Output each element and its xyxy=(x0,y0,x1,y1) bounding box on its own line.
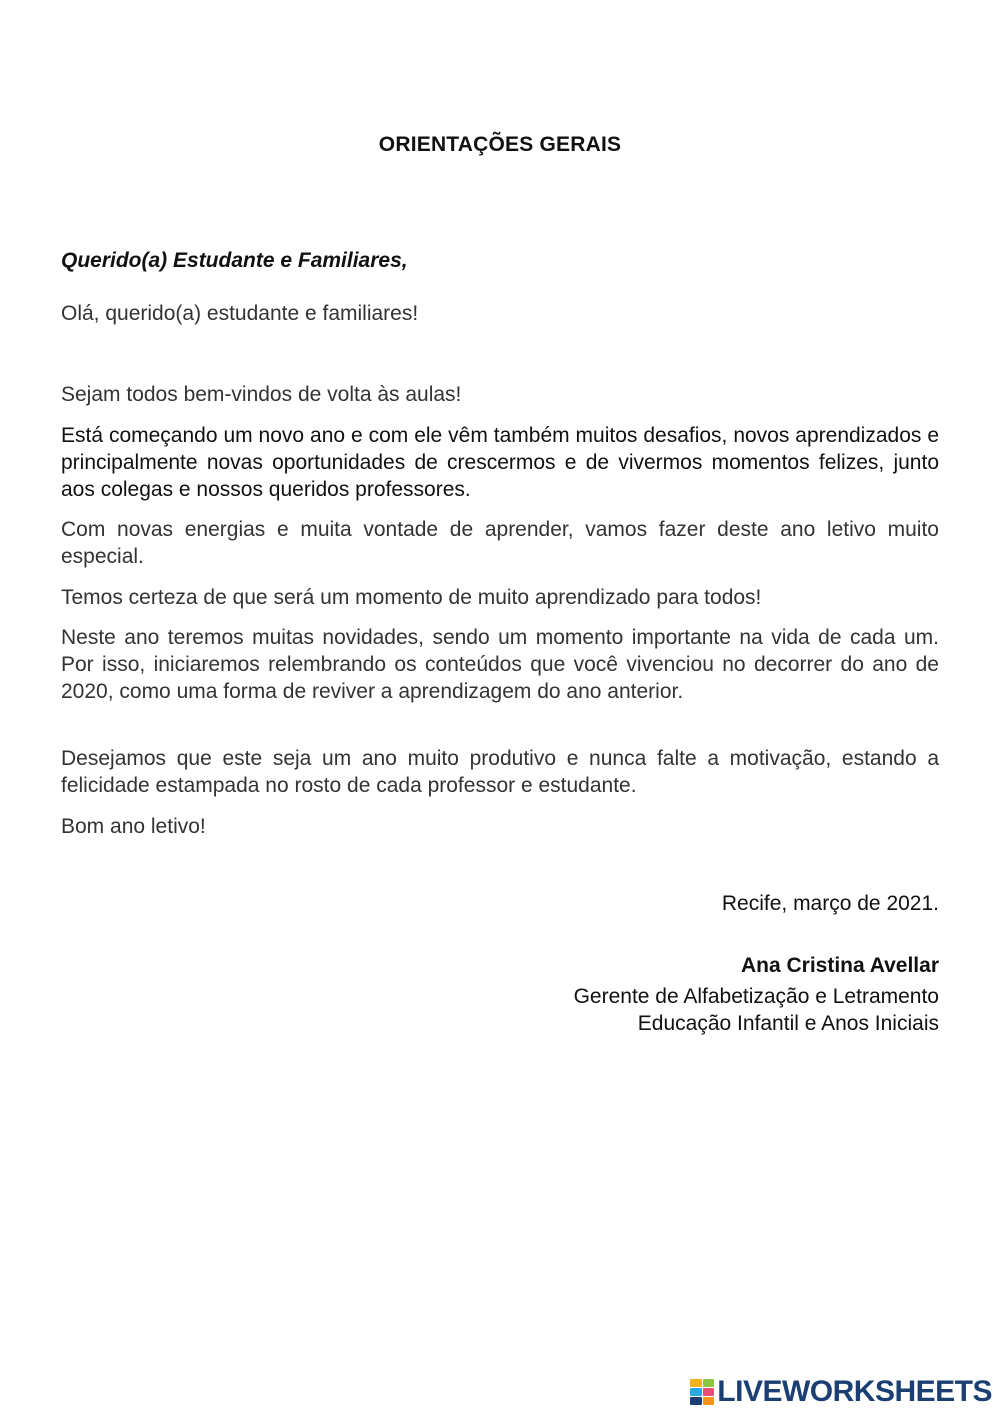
signature-block xyxy=(574,952,939,1037)
paragraph-novelties: Neste ano teremos muitas novidades, sendo um momento importante na vida de cada um. Por isso, iniciaremos relembrando os conteúdos que você vivenciou no decorrer do ano de 2020, como uma forma de reviver a aprendizagem do ano anterior. xyxy=(61,626,939,703)
paragraph-new-year: Está começando um novo ano e com ele vêm também muitos desafios, novos aprendizados e principalmente novas oportunidades de crescermos e de vivermos momentos felizes, junto aos colegas e nossos queridos professores. xyxy=(61,424,939,501)
place-date: Recife, março de 2021. xyxy=(721,892,939,915)
salutation: Querido(a) Estudante e Familiares, xyxy=(61,249,408,272)
signature-department: Educação Infantil e Anos Iniciais xyxy=(637,1012,939,1035)
page-title: ORIENTAÇÕES GERAIS xyxy=(378,133,622,156)
liveworksheets-logo-text: LIVEWORKSHEETS xyxy=(717,1375,992,1408)
paragraph-greeting: Olá, querido(a) estudante e familiares! xyxy=(61,302,419,325)
signature-role: Gerente de Alfabetização e Letramento xyxy=(573,985,939,1008)
paragraph-energy: Com novas energias e muita vontade de aprender, vamos fazer deste ano letivo muito especial. xyxy=(61,518,939,568)
liveworksheets-logo xyxy=(690,1377,992,1407)
paragraph-certainty: Temos certeza de que será um momento de muito aprendizado para todos! xyxy=(61,586,762,609)
paragraph-welcome: Sejam todos bem-vindos de volta às aulas! xyxy=(61,383,462,406)
paragraph-closing: Bom ano letivo! xyxy=(61,815,206,838)
paragraph-wishes: Desejamos que este seja um ano muito produtivo e nunca falte a motivação, estando a felicidade estampada no rosto de cada professor e estudante. xyxy=(61,747,939,797)
signature-name: Ana Cristina Avellar xyxy=(740,954,939,977)
liveworksheets-logo-icon xyxy=(690,1379,714,1405)
